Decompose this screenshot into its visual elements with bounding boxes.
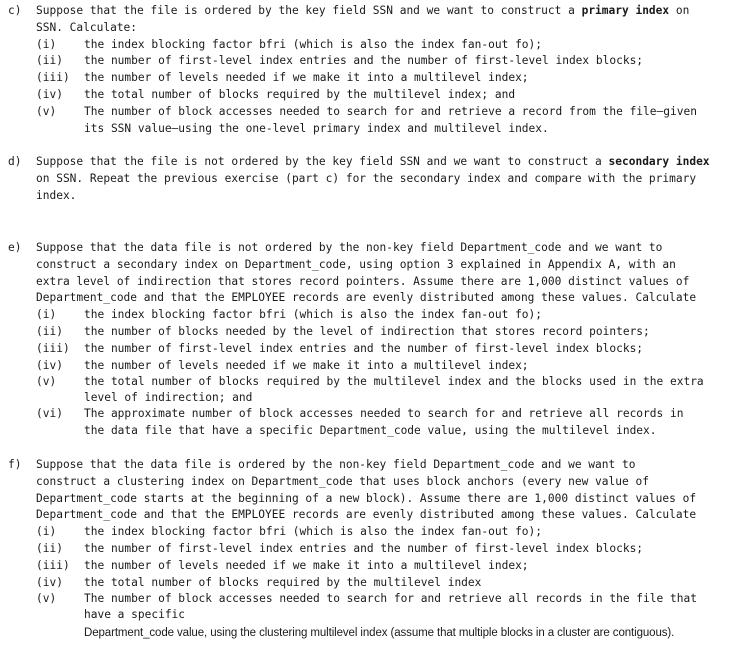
part-f-line: Suppose that the data file is ordered by the non-key field Department_code and we want to xyxy=(36,458,636,471)
part-f-item-text: the index blocking factor bfri (which is also the index fan-out fo); xyxy=(84,525,543,539)
part-e-item-text: The approximate number of block accesses needed to search for and retrieve all records in xyxy=(84,407,684,420)
part-c-item-num: (ii) xyxy=(36,54,63,68)
part-e-item-text: level of indirection; and xyxy=(84,390,253,404)
part-f-item-num: (ii) xyxy=(36,542,63,555)
part-c-item-text: the total number of blocks required by the multilevel index; and xyxy=(84,88,516,101)
part-f-item-text: The number of block accesses needed to search for and retrieve all records in the file that xyxy=(84,592,697,606)
part-f-last-line: Department_code value, using the clustering multilevel index (assume that multiple blocks in a cluster are contiguous). xyxy=(84,626,675,639)
part-d-letter: d) xyxy=(8,155,22,168)
part-e-item-num: (v) xyxy=(36,375,57,389)
part-e-line: Suppose that the data file is not ordered by the non-key field Department_code and we want to xyxy=(36,241,663,254)
part-c-line-1: Suppose that the file is ordered by the key field SSN and we want to construct a primary index on xyxy=(36,4,690,17)
part-c-item-num: (iv) xyxy=(36,88,63,101)
part-e-item-text: the number of blocks needed by the level of indirection that stores record pointers; xyxy=(84,325,650,338)
part-d-line-3: index. xyxy=(36,188,77,202)
part-f-item-text: the number of first-level index entries and the number of first-level index blocks; xyxy=(84,542,644,555)
part-c-line-2: SSN. Calculate: xyxy=(36,20,138,34)
part-e-item-num: (vi) xyxy=(36,407,63,420)
part-c-item-text: the number of first-level index entries and the number of first-level index blocks; xyxy=(84,54,644,68)
part-e-item-num: (iv) xyxy=(36,358,63,372)
part-e-line: Department_code and that the EMPLOYEE records are evenly distributed among these values. Calculate xyxy=(36,291,697,305)
part-d-line-2: on SSN. Repeat the previous exercise (part c) for the secondary index and compare with the primary xyxy=(36,171,697,185)
part-e-item-text: the number of first-level index entries and the number of first-level index blocks; xyxy=(84,341,644,355)
part-f-item-text: the total number of blocks required by the multilevel index xyxy=(84,575,482,589)
part-e-letter: e) xyxy=(8,241,22,254)
part-e-item-text: the total number of blocks required by the multilevel index and the blocks used in the extra xyxy=(84,375,704,389)
part-f-letter: f) xyxy=(8,458,22,471)
part-f-item-num: (i) xyxy=(36,525,57,539)
part-f-item-num: (v) xyxy=(36,592,57,606)
part-c-letter: c) xyxy=(8,4,22,17)
part-c-item-text: the number of levels needed if we make it into a multilevel index; xyxy=(84,71,529,85)
part-c-item-text: The number of block accesses needed to search for and retrieve a record from the file—given xyxy=(84,104,697,118)
part-f-line: Department_code and that the EMPLOYEE records are evenly distributed among these values. Calculate xyxy=(36,508,697,522)
part-c-item-num: (iii) xyxy=(36,71,70,85)
part-c-item-text: the index blocking factor bfri (which is also the index fan-out fo); xyxy=(84,37,543,51)
part-f-line: Department_code starts at the beginning of a new block). Assume there are 1,000 distinct values of xyxy=(36,491,697,505)
part-c-item-num: (i) xyxy=(36,37,57,51)
part-e-item-text: the index blocking factor bfri (which is also the index fan-out fo); xyxy=(84,308,543,322)
secondary-index-term: secondary index xyxy=(608,155,710,168)
part-e-item-text: the number of levels needed if we make it into a multilevel index; xyxy=(84,358,529,372)
part-e-line: construct a secondary index on Department_code, using option 3 explained in Appendix A, with an xyxy=(36,257,676,271)
part-e-item-num: (i) xyxy=(36,308,57,322)
part-f-item-num: (iii) xyxy=(36,558,70,572)
part-e-item-num: (iii) xyxy=(36,341,70,355)
part-f-line: construct a clustering index on Department_code that uses block anchors (every new value of xyxy=(36,474,649,488)
part-e-item-text: the data file that have a specific Department_code value, using the multilevel index. xyxy=(84,423,657,437)
part-f-item-num: (iv) xyxy=(36,575,63,589)
part-d-line-1: Suppose that the file is not ordered by the key field SSN and we want to construct a secondary index xyxy=(36,155,710,168)
part-c-item-text: its SSN value—using the one-level primary index and multilevel index. xyxy=(84,121,549,135)
part-f-item-text: have a specific xyxy=(84,607,186,621)
primary-index-term: primary index xyxy=(581,4,670,17)
part-f-item-text: the number of levels needed if we make it into a multilevel index; xyxy=(84,558,529,572)
part-e-line: extra level of indirection that stores record pointers. Assume there are 1,000 distinct values of xyxy=(36,274,690,288)
part-c-item-num: (v) xyxy=(36,104,57,118)
part-e-item-num: (ii) xyxy=(36,325,63,338)
